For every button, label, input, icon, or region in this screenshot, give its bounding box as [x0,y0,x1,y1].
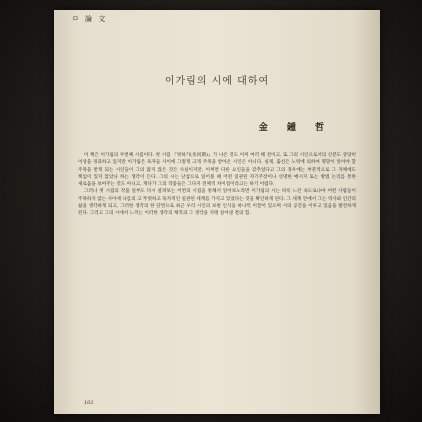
body-paragraph: 그러나 첫 시집의 작품 일부도 다시 살펴보는 이번의 시집을 통해서 읽어보노라면 이가림의 시는 비록 느린 속도로나마 어떤 사람들이 주목하지 않는 사이에 나름의 고 뚜렷하고 독자적인 일관된 세계를 가지고 있었다는 것을 확인하게 된다. 그 세계 안에서 그는 역사와 인간의 삶을 생각하게 되고, 그러한 생각의 한 단면으로 최근 우리 시인의 보편 인식을 하나씩 이끌어 있으며 시의 공간을 이루고 있음을 발견하게 된다. 그러고 그의 시에서 느끼는 이러한 생각의 체적과 그 생각을 지탱 실어낸 결의 힘. [78,189,356,216]
body-paragraph: 이 책은 이가림의 두번째 시집이다. 첫 시집 『빙하기(氷河期)』가 나온 것도 이미 여러 해 전이고, 또 그의 시인으로서의 신분도 상당히 이상을 경과하고 있지만 이가림은 독자들 사이에 그렇게 크게 주목을 받아온 시인은 아니다. 실제, 출신은 노력에 의하여 명망이 알아야 할 주목을 받게 되는 시인들이 그의 많지 않은 것은 사실이지만, 어쩌면 다른 요인들을 갖추었다고 그의 경우에는 부분적으로 그 자체에도 책임이 있지 않았나 하는 생각이 든다. 그의 시는 난삽으로 읽어볼 때 어떤 일관된 자기주장이나 선명한 메시지 또는 방법 논리를 통한 새로움을 보여주는 것도 아니고, 게다가 그의 작품들은 그다지 전체적 차이점이라고는 하기 어렵다. [78,153,356,187]
article-title: 이가림의 시에 대하여 [164,76,270,87]
article-body [78,152,356,394]
running-header: ㅁ 論 文 [72,15,108,23]
book-page [54,10,380,414]
page-number: 102 [84,400,94,406]
author-name: 金 鍾 哲 [258,123,332,133]
